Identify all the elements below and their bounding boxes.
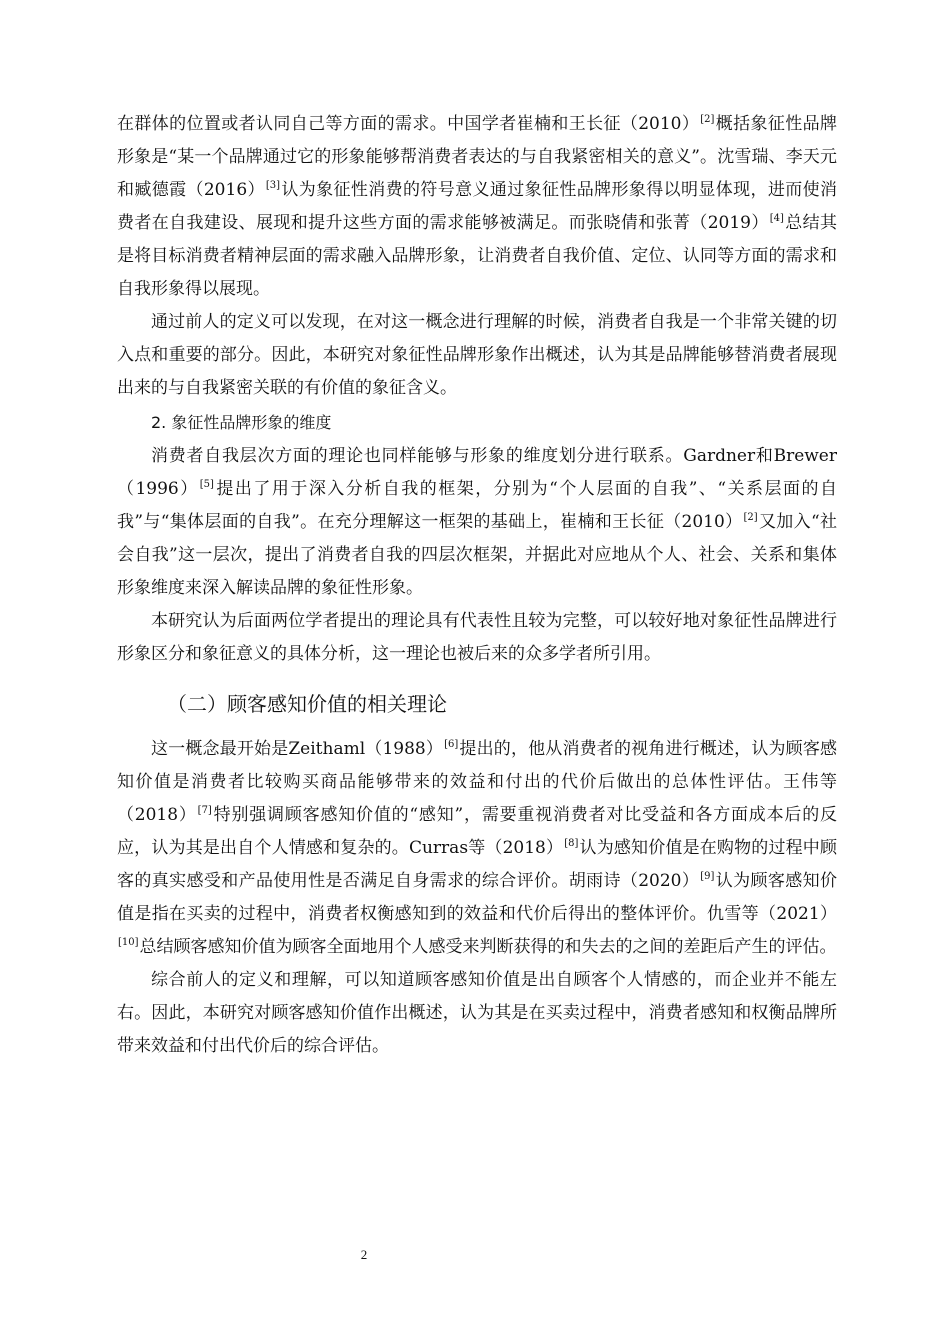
paragraph: 综合前人的定义和理解，可以知道顾客感知价值是出自顾客个人情感的，而企业并不能左右。因此，本研究对顾客感知价值作出概述，认为其是在买卖过程中，消费者感知和权衡品牌所带来效益和付出代价后的综合评估。 [117, 970, 837, 1056]
page-body [117, 108, 837, 1063]
citation-marker: [10] [118, 937, 139, 948]
citation-marker: [2] [743, 512, 758, 523]
citation-marker: [9] [700, 871, 715, 882]
citation-marker: [5] [199, 479, 214, 490]
subsection-heading: 2. 象征性品牌形象的维度 [151, 413, 332, 432]
citation-marker: [2] [700, 114, 715, 125]
citation-marker: [3] [265, 180, 281, 191]
paragraph: 本研究认为后面两位学者提出的理论具有代表性且较为完整，可以较好地对象征性品牌进行形象区分和象征意义的具体分析，这一理论也被后来的众多学者所引用。 [117, 611, 837, 664]
citation-marker: [8] [564, 838, 579, 849]
page-number: 2 [360, 1247, 368, 1262]
citation-marker: [6] [444, 739, 459, 750]
paragraph: 在群体的位置或者认同自己等方面的需求。中国学者崔楠和王长征（2010）[2]概括象征性品牌形象是“某一个品牌通过它的形象能够帮消费者表达的与自我紧密相关的意义”。沈雪瑞、李天元和臧德霞（2016）[3]认为象征性消费的符号意义通过象征性品牌形象得以明显体现，进而使消费者在自我建设、展现和提升这些方面的需求能够被满足。而张晓倩和张菁（2019）[4]总结其是将目标消费者精神层面的需求融入品牌形象，让消费者自我价值、定位、认同等方面的需求和自我形象得以展现。 [117, 114, 838, 299]
citation-marker: [4] [769, 213, 784, 224]
section-heading: （二）顾客感知价值的相关理论 [167, 692, 447, 716]
citation-marker: [7] [197, 805, 212, 816]
paragraph: 通过前人的定义可以发现，在对这一概念进行理解的时候，消费者自我是一个非常关键的切入点和重要的部分。因此，本研究对象征性品牌形象作出概述，认为其是品牌能够替消费者展现出来的与自我紧密关联的有价值的象征含义。 [117, 312, 837, 398]
paragraph: 这一概念最开始是Zeithaml（1988）[6]提出的，他从消费者的视角进行概述，认为顾客感知价值是消费者比较购买商品能够带来的效益和付出的代价后做出的总体性评估。王伟等（2018）[7]特别强调顾客感知价值的“感知”，需要重视消费者对比受益和各方面成本后的反应，认为其是出自个人情感和复杂的。Curras等（2018）[8]认为感知价值是在购物的过程中顾客的真实感受和产品使用性是否满足自身需求的综合评价。胡雨诗（2020）[9]认为顾客感知价值是指在买卖的过程中，消费者权衡感知到的效益和代价后得出的整体评价。仇雪等（2021）[10]总结顾客感知价值为顾客全面地用个人感受来判断获得的和失去的之间的差距后产生的评估。 [117, 739, 838, 957]
paragraph: 消费者自我层次方面的理论也同样能够与形象的维度划分进行联系。Gardner和Brewer（1996）[5]提出了用于深入分析自我的框架，分别为“个人层面的自我”、“关系层面的自我”与“集体层面的自我”。在充分理解这一框架的基础上，崔楠和王长征（2010）[2]又加入“社会自我”这一层次，提出了消费者自我的四层次框架，并据此对应地从个人、社会、关系和集体形象维度来深入解读品牌的象征性形象。 [117, 446, 838, 598]
